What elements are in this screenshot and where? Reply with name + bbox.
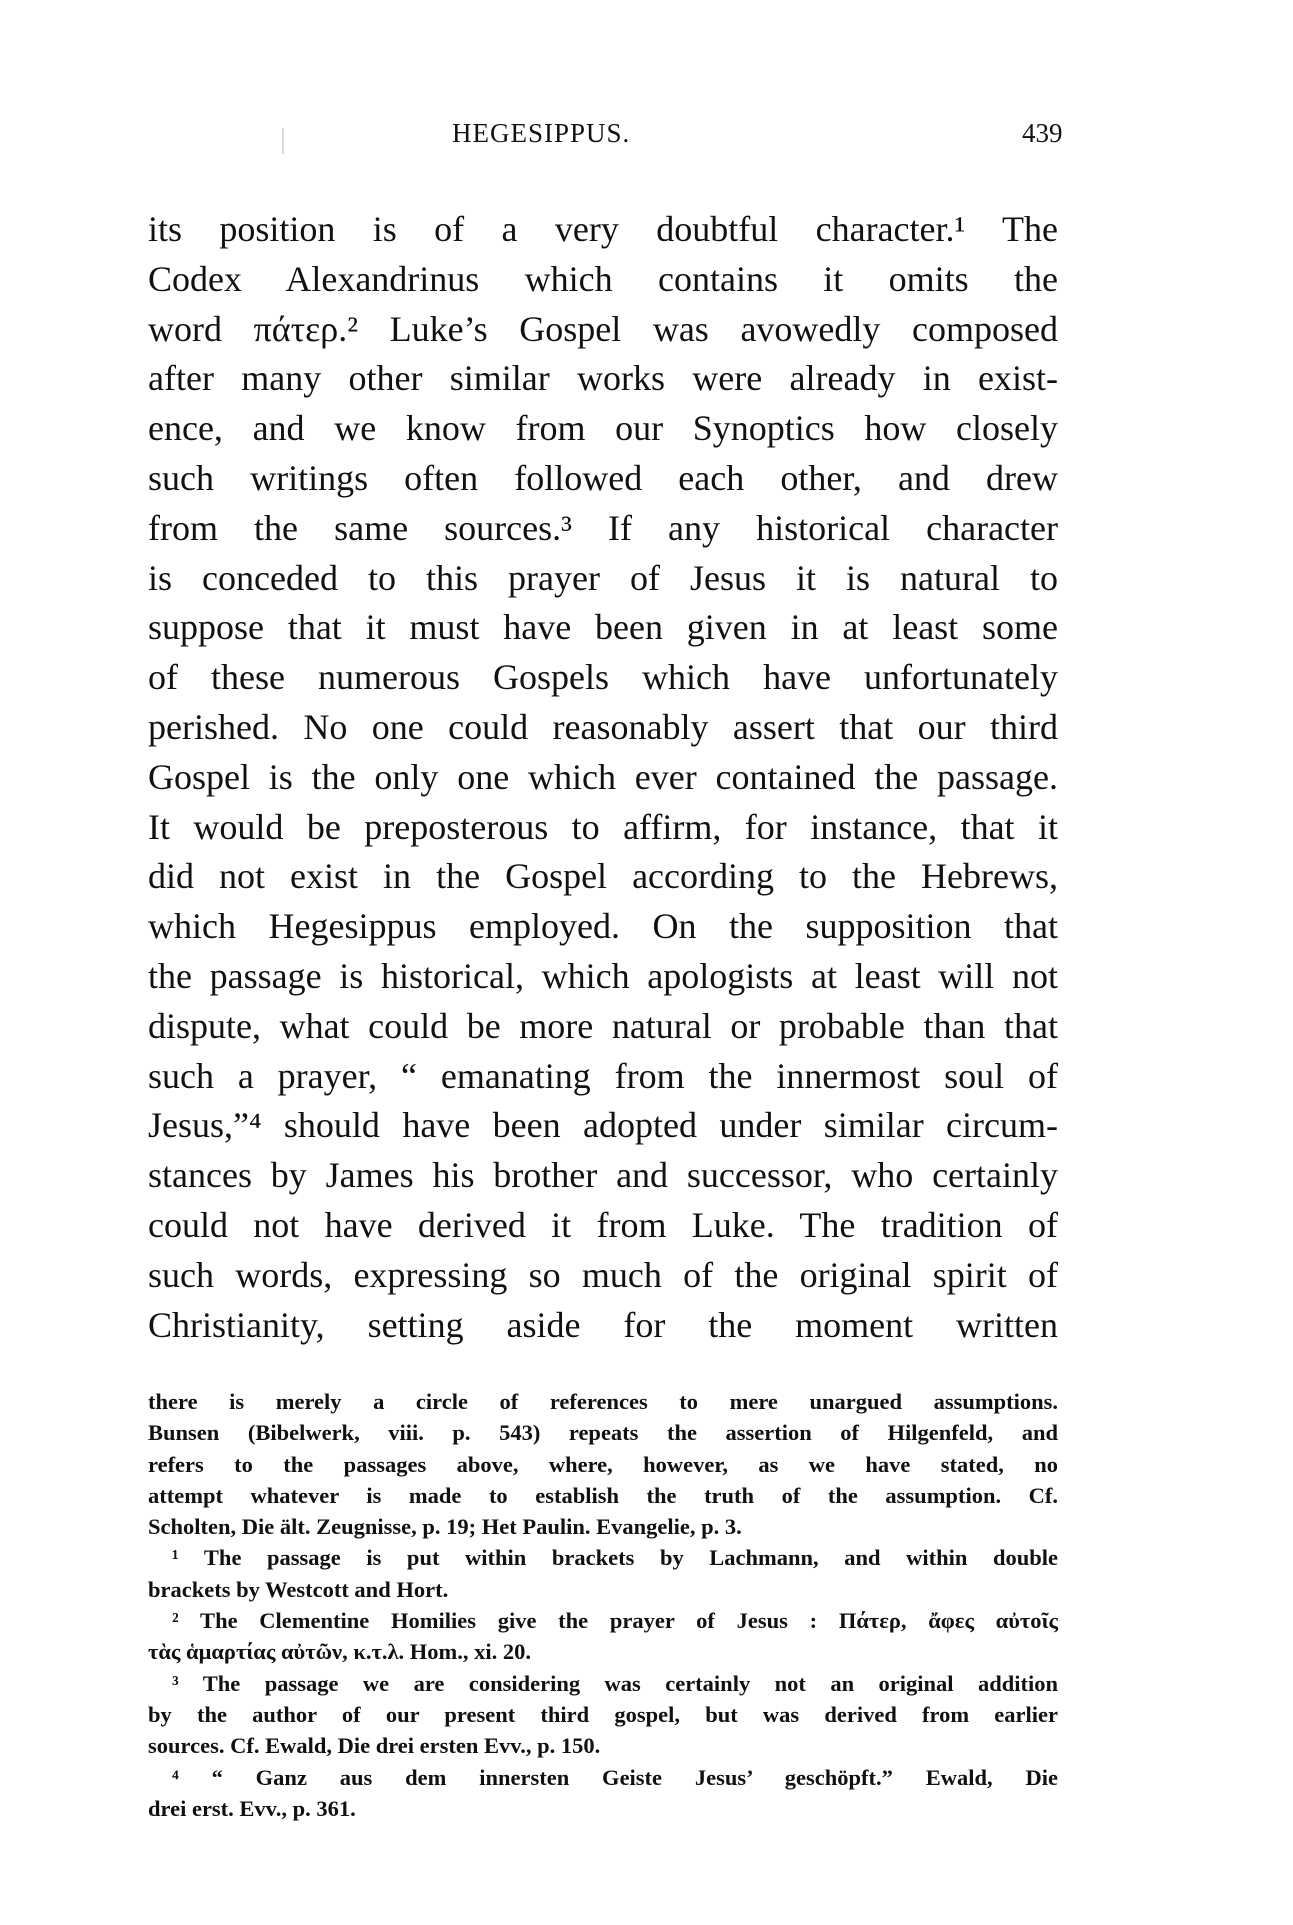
text-line: suppose that it must have been given in at least some bbox=[148, 607, 1058, 648]
text-line: word πάτερ.² Luke’s Gospel was avowedly composed bbox=[148, 308, 1058, 349]
text-line: did not exist in the Gospel according to the Hebrews, bbox=[148, 856, 1058, 897]
text-line: could not have derived it from Luke. The tradition of bbox=[148, 1204, 1058, 1245]
footnote-line: τὰς ἁμαρτίας αὐτῶν, κ.τ.λ. Hom., xi. 20. bbox=[148, 1639, 531, 1665]
running-title: HEGESIPPUS. bbox=[452, 118, 631, 148]
text-line: such writings often followed each other, and drew bbox=[148, 457, 1058, 498]
text-line: its position is of a very doubtful character.¹ The bbox=[148, 209, 1058, 249]
text-line: which Hegesippus employed. On the supposition that bbox=[148, 906, 1058, 947]
text-line: dispute, what could be more natural or probable than that bbox=[148, 1005, 1058, 1046]
footnote-1: ¹ The passage is put within brackets by Lachmann, and within double bbox=[172, 1545, 1058, 1571]
footnote-3: ³ The passage we are considering was certainly not an original addition bbox=[172, 1670, 1058, 1696]
text-line: the passage is historical, which apologists at least will not bbox=[148, 955, 1058, 996]
text-line: stances by James his brother and successor, who certainly bbox=[148, 1155, 1058, 1196]
text-line: after many other similar works were already in exist- bbox=[148, 358, 1058, 399]
text-line: of these numerous Gospels which have unfortunately bbox=[148, 657, 1058, 698]
text-line: is conceded to this prayer of Jesus it is natural to bbox=[148, 557, 1058, 598]
text-line: It would be preposterous to affirm, for instance, that it bbox=[148, 806, 1058, 847]
footnote-line: refers to the passages above, where, however, as we have stated, no bbox=[148, 1451, 1058, 1477]
footnote-line: brackets by Westcott and Hort. bbox=[148, 1576, 449, 1602]
text-line: from the same sources.³ If any historical character bbox=[148, 507, 1058, 548]
text-line: such a prayer, “ emanating from the innermost soul of bbox=[148, 1055, 1058, 1096]
text-line: perished. No one could reasonably assert that our third bbox=[148, 706, 1058, 747]
footnote-line: attempt whatever is made to establish the truth of the assumption. Cf. bbox=[148, 1482, 1058, 1508]
page-header bbox=[0, 118, 1293, 158]
footnote-4: ⁴ “ Ganz aus dem innersten Geiste Jesus’ geschöpft.” Ewald, Die bbox=[172, 1764, 1058, 1790]
footnote-line: Scholten, Die ält. Zeugnisse, p. 19; Het Paulin. Evangelie, p. 3. bbox=[148, 1514, 742, 1540]
text-line: Gospel is the only one which ever contained the passage. bbox=[148, 756, 1058, 797]
text-line: such words, expressing so much of the original spirit of bbox=[148, 1254, 1058, 1295]
footnote-line: Bunsen (Bibelwerk, viii. p. 543) repeats the assertion of Hilgenfeld, and bbox=[148, 1420, 1058, 1446]
footnote-line: drei erst. Evv., p. 361. bbox=[148, 1795, 356, 1821]
text-line: Christianity, setting aside for the moment written bbox=[148, 1304, 1058, 1345]
footnote-2: ² The Clementine Homilies give the prayer of Jesus : Πάτερ, ἄφες αὐτοῖς bbox=[172, 1608, 1058, 1634]
footnote-line: by the author of our present third gospel, but was derived from earlier bbox=[148, 1701, 1058, 1727]
footnote-line: sources. Cf. Ewald, Die drei ersten Evv., p. 150. bbox=[148, 1733, 601, 1759]
text-line: ence, and we know from our Synoptics how closely bbox=[148, 408, 1058, 449]
text-line: Codex Alexandrinus which contains it omits the bbox=[148, 258, 1058, 299]
footnotes bbox=[148, 1386, 1058, 1824]
text-line: Jesus,”⁴ should have been adopted under similar circum- bbox=[148, 1105, 1058, 1146]
page-number: 439 bbox=[1022, 118, 1063, 148]
main-text bbox=[148, 205, 1058, 1350]
footnote-line: there is merely a circle of references to mere unargued assumptions. bbox=[148, 1389, 1058, 1414]
